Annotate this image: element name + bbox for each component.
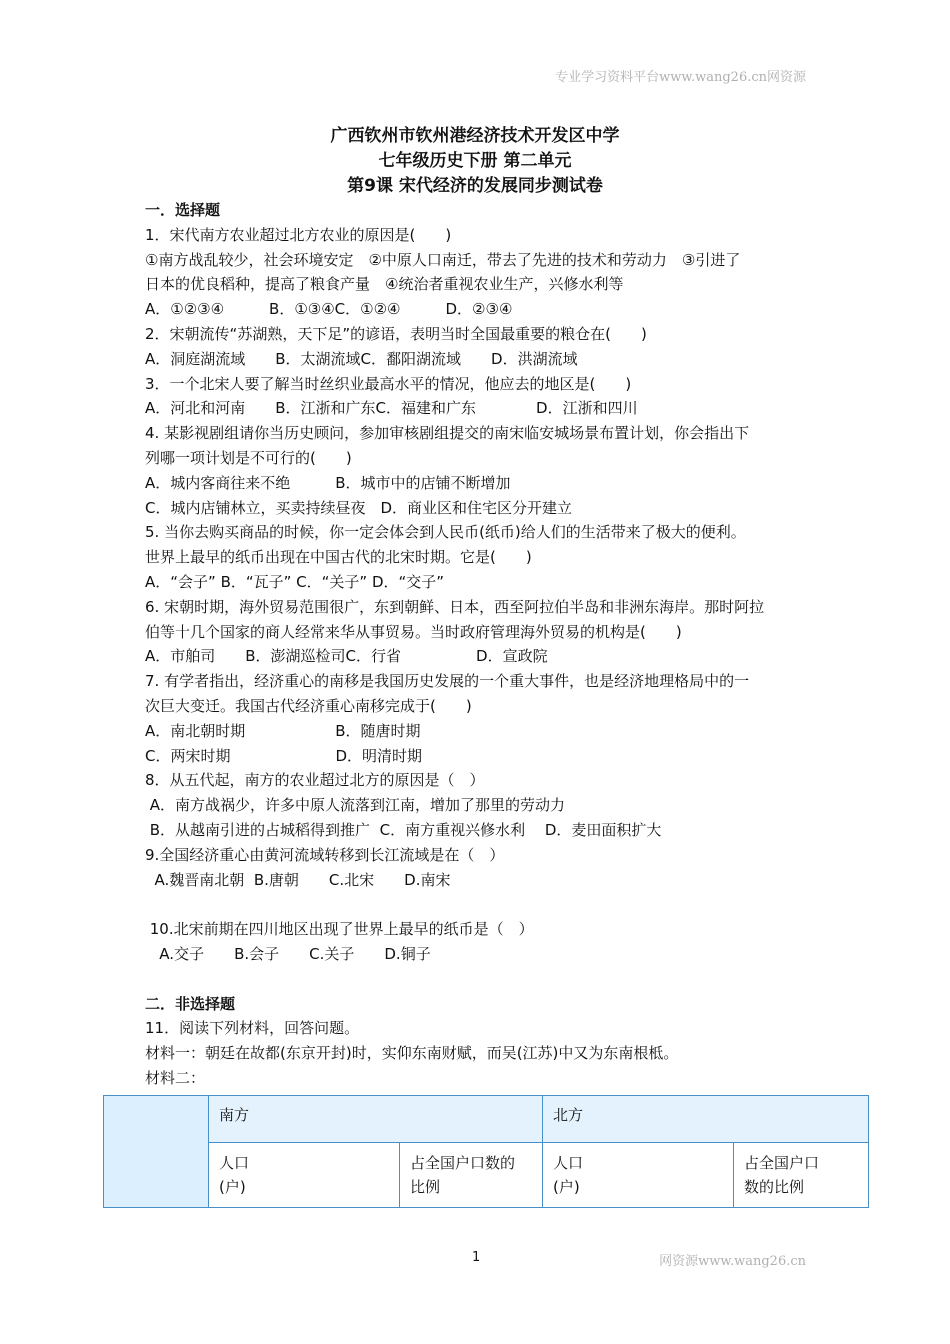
table-corner-cell — [104, 1096, 209, 1208]
q11-material2: 材料二： — [145, 1068, 206, 1087]
document-title — [0, 124, 950, 199]
q7-stem-line2: 次巨大变迁。我国古代经济重心南移完成于( ) — [145, 696, 472, 715]
q1-choices: A．①②③④ B．①③④C．①②④ D．②③④ — [145, 300, 513, 319]
q2-choices: A．洞庭湖流域 B．太湖流域C．鄱阳湖流域 D．洪湖流域 — [145, 349, 578, 368]
q9-stem: 9.全国经济重心由黄河流域转移到长江流域是在（ ） — [145, 845, 505, 864]
q1-options-line2: 日本的优良稻种，提高了粮食产量 ④统治者重视农业生产，兴修水利等 — [145, 275, 624, 294]
q7-choices-line2: C．两宋时期 D．明清时期 — [145, 746, 423, 765]
table-header-north: 北方 — [543, 1096, 869, 1143]
table-subheader-south-ratio: 占全国户口数的 比例 — [400, 1143, 543, 1208]
table-subheader-north-ratio: 占全国户口 数的比例 — [734, 1143, 869, 1208]
table-subheader-south-population: 人口 (户) — [209, 1143, 400, 1208]
q5-stem-line2: 世界上最早的纸币出现在中国古代的北宋时期。它是( ) — [145, 548, 532, 567]
unit-title: 七年级历史下册 第二单元 — [378, 151, 572, 171]
lesson-title: 第9课 宋代经济的发展同步测试卷 — [347, 176, 603, 196]
spacer — [145, 967, 815, 992]
q8-stem: 8．从五代起，南方的农业超过北方的原因是（ ） — [145, 771, 485, 790]
q8-choices-line2: B．从越南引进的占城稻得到推广 C．南方重视兴修水利 D．麦田面积扩大 — [145, 820, 662, 839]
school-title: 广西钦州市钦州港经济技术开发区中学 — [330, 126, 620, 146]
q4-stem-line2: 列哪一项计划是不可行的( ) — [145, 448, 352, 467]
q8-choices-line1: A．南方战祸少，许多中原人流落到江南，增加了那里的劳动力 — [145, 796, 566, 815]
q5-choices: A．“会子” B．“瓦子” C．“关子” D．“交子” — [145, 572, 445, 591]
question-content — [145, 198, 815, 1091]
q3-stem: 3．一个北宋人要了解当时丝织业最高水平的情况，他应去的地区是( ) — [145, 374, 632, 393]
table-header-south: 南方 — [209, 1096, 543, 1143]
spacer — [145, 892, 815, 917]
header-watermark: 专业学习资料平台www.wang26.cn网资源 — [555, 70, 806, 85]
q6-choices: A．市舶司 B．澎湖巡检司C．行省 D．宣政院 — [145, 647, 548, 666]
q1-options-line1: ①南方战乱较少，社会环境安定 ②中原人口南迁，带去了先进的技术和劳动力 ③引进了 — [145, 250, 741, 269]
section-heading-nonchoice: 二．非选择题 — [145, 994, 236, 1013]
q5-stem-line1: 5. 当你去购买商品的时候，你一定会体会到人民币(纸币)给人们的生活带来了极大的便利。 — [145, 523, 746, 542]
page-number: 1 — [472, 1250, 481, 1265]
q6-stem-line2: 伯等十几个国家的商人经常来华从事贸易。当时政府管理海外贸易的机构是( ) — [145, 622, 682, 641]
q4-stem-line1: 4. 某影视剧组请你当历史顾问，参加审核剧组提交的南宋临安城场景布置计划，你会指出下 — [145, 424, 750, 443]
q4-choices-line2: C．城内店铺林立，买卖持续昼夜 D．商业区和住宅区分开建立 — [145, 498, 573, 517]
q10-stem: 10.北宋前期在四川地区出现了世界上最早的纸币是（ ） — [145, 920, 534, 939]
q11-stem: 11．阅读下列材料，回答问题。 — [145, 1019, 360, 1038]
table-subheader-north-population: 人口 (户) — [543, 1143, 734, 1208]
q11-material1: 材料一：朝廷在故都(东京开封)时，实仰东南财赋，而吴(江苏)中又为东南根柢。 — [145, 1044, 679, 1063]
q1-stem: 1．宋代南方农业超过北方农业的原因是( ) — [145, 225, 452, 244]
q3-choices: A．河北和河南 B．江浙和广东C．福建和广东 D．江浙和四川 — [145, 399, 638, 418]
q2-stem: 2．宋朝流传“苏湖熟，天下足”的谚语，表明当时全国最重要的粮仓在( ) — [145, 324, 647, 343]
q10-choices: A.交子 B.会子 C.关子 D.铜子 — [145, 944, 431, 963]
q9-choices: A.魏晋南北朝 B.唐朝 C.北宋 D.南宋 — [145, 870, 451, 889]
section-heading-choice: 一．选择题 — [145, 201, 221, 219]
table-row — [104, 1096, 869, 1143]
q7-stem-line1: 7. 有学者指出，经济重心的南移是我国历史发展的一个重大事件，也是经济地理格局中的一 — [145, 672, 750, 691]
footer-watermark: 网资源www.wang26.cn — [659, 1254, 806, 1269]
q6-stem-line1: 6. 宋朝时期，海外贸易范围很广，东到朝鲜、日本，西至阿拉伯半岛和非洲东海岸。那时阿拉 — [145, 597, 765, 616]
q4-choices-line1: A．城内客商往来不绝 B．城市中的店铺不断增加 — [145, 473, 511, 492]
population-table — [103, 1095, 869, 1208]
table-row — [104, 1143, 869, 1208]
q7-choices-line1: A．南北朝时期 B．随唐时期 — [145, 721, 421, 740]
